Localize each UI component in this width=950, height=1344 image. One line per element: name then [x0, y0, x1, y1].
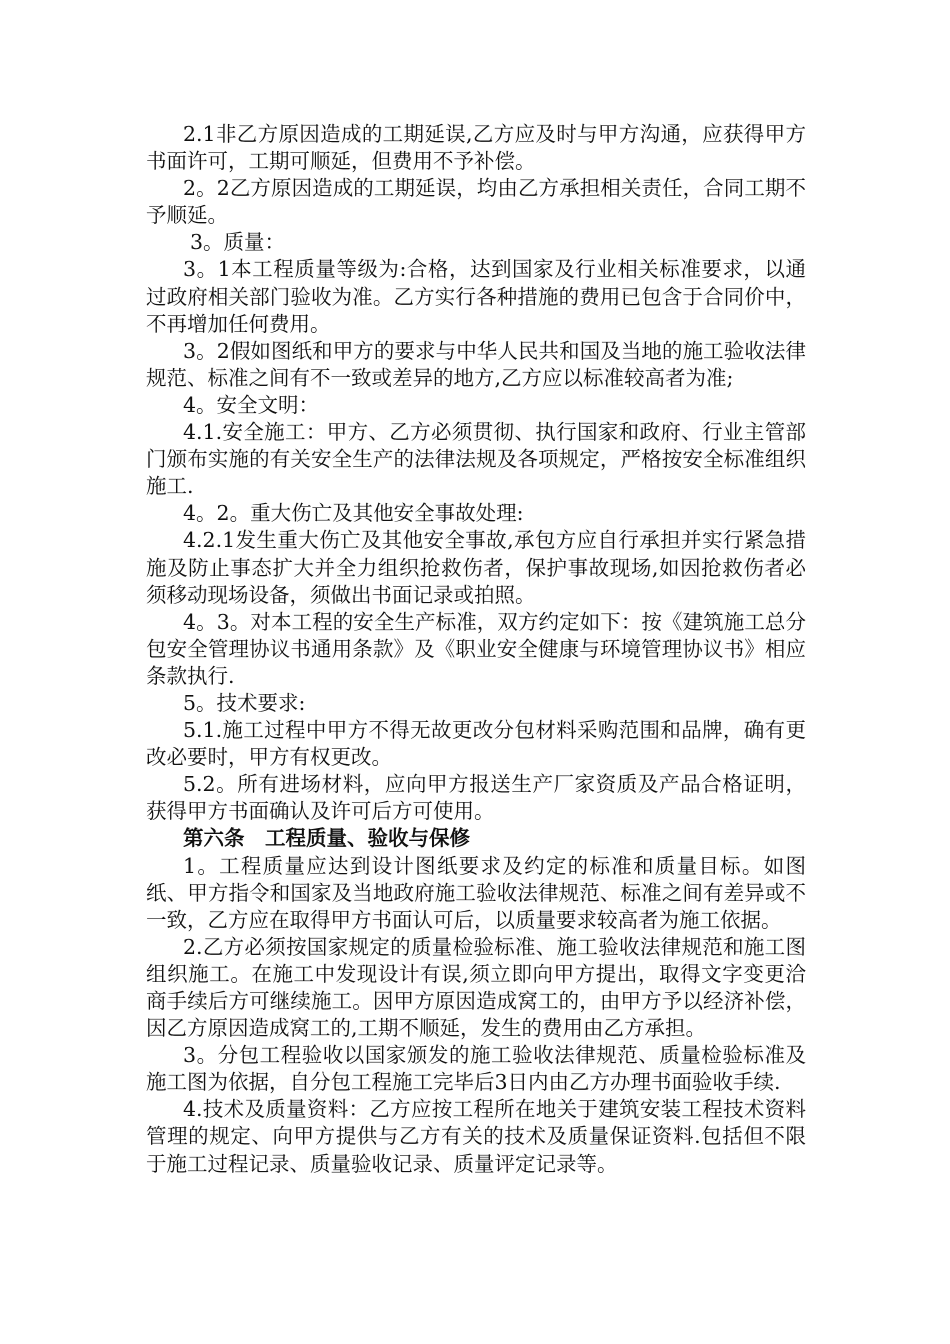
paragraph-6-1: 1。工程质量应达到设计图纸要求及约定的标准和质量目标。如图纸、甲方指令和国家及当地政府施工验收法律规范、标准之间有差异或不一致，乙方应在取得甲方书面认可后，以质量要求较高者为施工依据。	[146, 853, 806, 932]
article-six-heading: 第六条 工程质量、验收与保修	[183, 826, 470, 851]
paragraph-4-1: 4.1.安全施工：甲方、乙方必须贯彻、执行国家和政府、行业主管部门颁布实施的有关安全生产的法律法规及各项规定，严格按安全标准组织施工.	[146, 420, 806, 499]
paragraph-6-3: 3。分包工程验收以国家颁发的施工验收法律规范、质量检验标准及施工图为依据，自分包工程施工完毕后3日内由乙方办理书面验收手续.	[146, 1043, 806, 1095]
paragraph-3-1: 3。1本工程质量等级为:合格，达到国家及行业相关标准要求，以通过政府相关部门验收为准。乙方实行各种措施的费用已包含于合同价中，不再增加任何费用。	[146, 257, 806, 336]
paragraph-5-2: 5.2。所有进场材料，应向甲方报送生产厂家资质及产品合格证明，获得甲方书面确认及许可后方可使用。	[146, 772, 806, 824]
paragraph-6-2: 2.乙方必须按国家规定的质量检验标准、施工验收法律规范和施工图组织施工。在施工中发现设计有误,须立即向甲方提出，取得文字变更洽商手续后方可继续施工。因甲方原因造成窝工的，由甲方予以经济补偿，因乙方原因造成窝工的,工期不顺延，发生的费用由乙方承担。	[146, 934, 806, 1041]
document-page	[146, 121, 806, 1178]
paragraph-6-4: 4.技术及质量资料：乙方应按工程所在地关于建筑安装工程技术资料管理的规定、向甲方提供与乙方有关的技术及质量保证资料.包括但不限于施工过程记录、质量验收记录、质量评定记录等。	[146, 1097, 806, 1176]
section-heading-safety: 4。安全文明：	[183, 392, 320, 417]
section-heading-quality: 3。质量：	[190, 230, 286, 255]
paragraph-4-3: 4。3。对本工程的安全生产标准，双方约定如下：按《建筑施工总分包安全管理协议书通用条款》及《职业安全健康与环境管理协议书》相应条款执行.	[146, 609, 806, 688]
paragraph-5-1: 5.1.施工过程中甲方不得无故更改分包材料采购范围和品牌，确有更改必要时，甲方有权更改。	[146, 718, 806, 770]
paragraph-4-2: 4。2。重大伤亡及其他安全事故处理:	[183, 501, 524, 526]
paragraph-4-2-1: 4.2.1发生重大伤亡及其他安全事故,承包方应自行承担并实行紧急措施及防止事态扩大并全力组织抢救伤者，保护事故现场,如因抢救伤者必须移动现场设备，须做出书面记录或拍照。	[146, 528, 806, 607]
paragraph-3-2: 3。2假如图纸和甲方的要求与中华人民共和国及当地的施工验收法律规范、标准之间有不一致或差异的地方,乙方应以标准较高者为准;	[146, 338, 806, 390]
paragraph-2-2: 2。2乙方原因造成的工期延误，均由乙方承担相关责任，合同工期不予顺延。	[146, 176, 806, 228]
paragraph-2-1: 2.1非乙方原因造成的工期延误,乙方应及时与甲方沟通，应获得甲方书面许可，工期可顺延，但费用不予补偿。	[146, 122, 806, 174]
section-heading-tech: 5。技术要求:	[183, 690, 306, 715]
